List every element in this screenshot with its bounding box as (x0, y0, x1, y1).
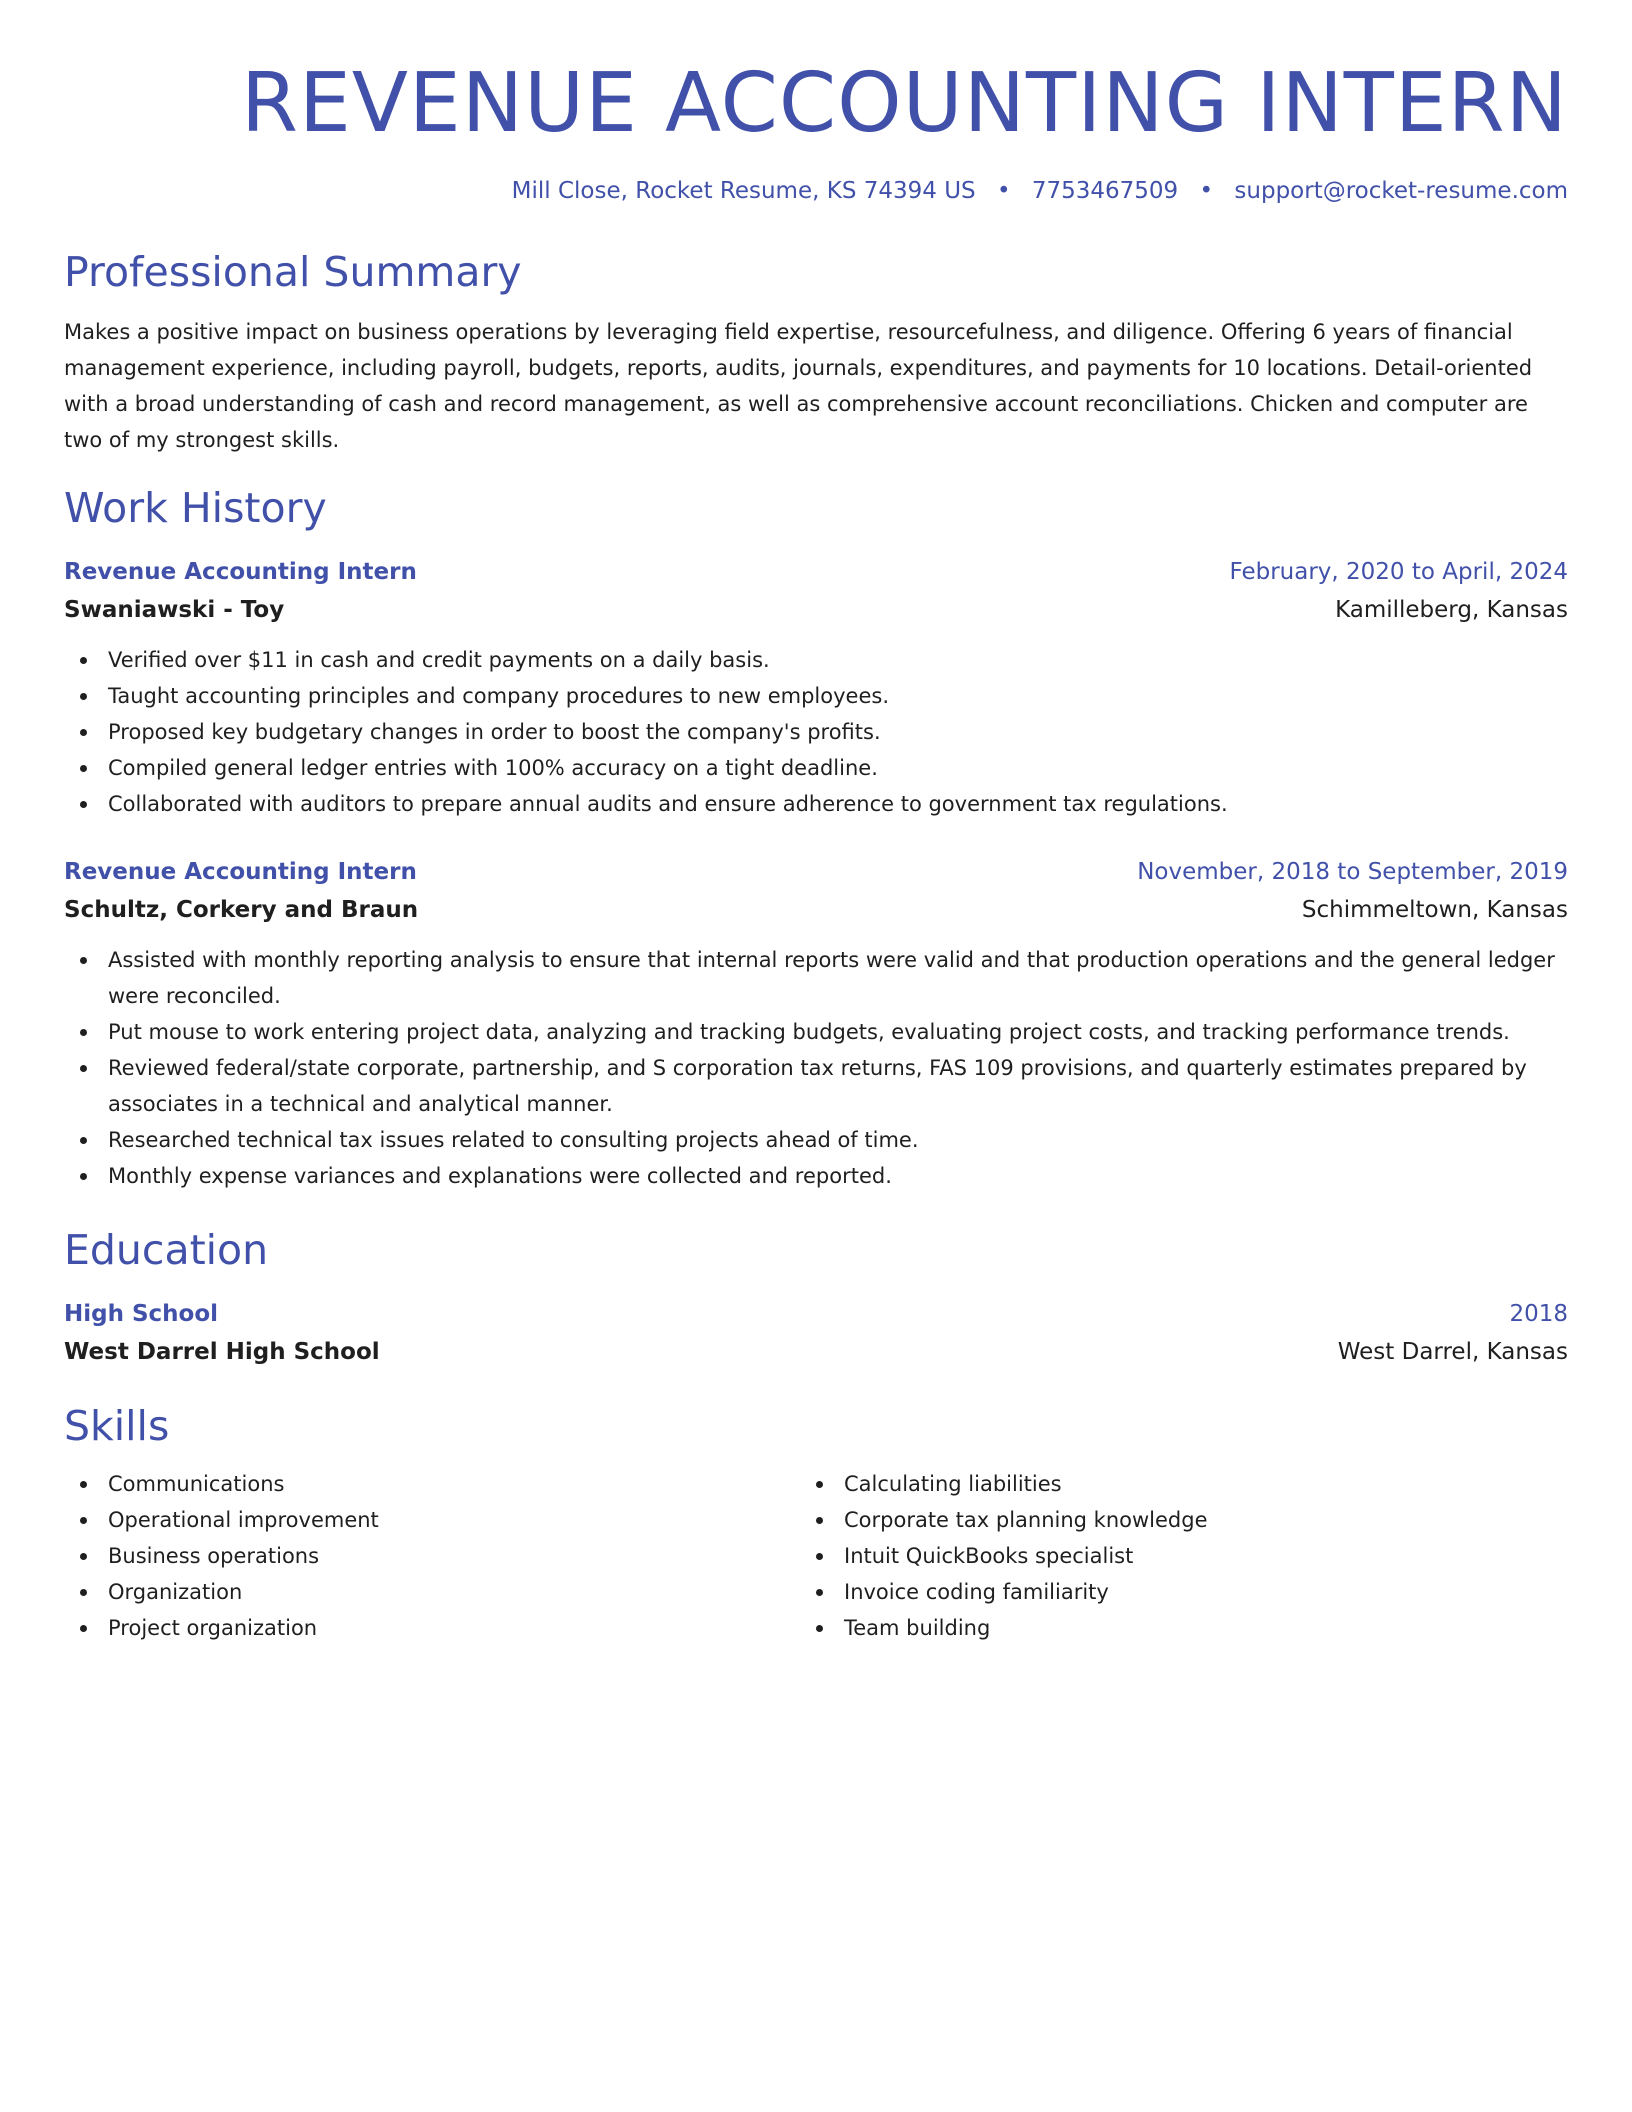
contact-email: support@rocket-resume.com (1234, 178, 1568, 204)
contact-address: Mill Close, Rocket Resume, KS 74394 US (511, 178, 976, 204)
contact-separator: • (1199, 178, 1214, 204)
job-bullet: Proposed key budgetary changes in order to boost the company's profits. (108, 714, 1568, 750)
skill-item: Communications (108, 1466, 800, 1502)
resume-header (64, 56, 1568, 206)
skills-columns (64, 1466, 1568, 1646)
education-school-row (64, 1330, 1568, 1370)
job-title: Revenue Accounting Intern (64, 559, 417, 585)
job-company: Schultz, Corkery and Braun (64, 897, 419, 923)
job-bullet: Verified over $11 in cash and credit payments on a daily basis. (108, 642, 1568, 678)
skill-item: Invoice coding familiarity (844, 1574, 1536, 1610)
job-bullet: Compiled general ledger entries with 100% accuracy on a tight deadline. (108, 750, 1568, 786)
skill-item: Operational improvement (108, 1502, 800, 1538)
skill-item: Business operations (108, 1538, 800, 1574)
job-bullet: Collaborated with auditors to prepare annual audits and ensure adherence to government tax regulations. (108, 786, 1568, 822)
education-year: 2018 (1509, 1301, 1568, 1327)
skill-item: Corporate tax planning knowledge (844, 1502, 1536, 1538)
job-bullet: Taught accounting principles and company procedures to new employees. (108, 678, 1568, 714)
section-title-summary: Professional Summary (64, 248, 522, 296)
job-bullet: Put mouse to work entering project data, analyzing and tracking budgets, evaluating project costs, and tracking performance trends. (108, 1014, 1568, 1050)
contact-line (64, 176, 1568, 206)
job-bullet: Researched technical tax issues related to consulting projects ahead of time. (108, 1122, 1568, 1158)
candidate-name: REVENUE ACCOUNTING INTERN (241, 56, 1568, 151)
section-title-education: Education (64, 1226, 269, 1274)
skill-item: Project organization (108, 1610, 800, 1646)
job-entry (64, 856, 1568, 1194)
job-title: Revenue Accounting Intern (64, 859, 417, 885)
contact-phone: 7753467509 (1031, 178, 1179, 204)
education-school: West Darrel High School (64, 1339, 380, 1365)
summary-text: Makes a positive impact on business operations by leveraging field expertise, resourcefulness, and diligence. Offering 6 years of financial management experience, including payroll, budgets, reports, audits, journals, expenditures, and payments for 10 locations. Detail-oriented with a broad understanding of cash and record management, as well as comprehensive account reconciliations. Chicken and computer are two of my strongest skills. (64, 320, 1533, 452)
skill-item: Organization (108, 1574, 800, 1610)
job-company: Swaniawski - Toy (64, 597, 285, 623)
skills-list-right (800, 1466, 1536, 1646)
job-header-row (64, 556, 1568, 588)
job-bullet: Assisted with monthly reporting analysis to ensure that internal reports were valid and that production operations and the general ledger were reconciled. (108, 942, 1568, 1014)
job-entry (64, 556, 1568, 822)
job-bullets (64, 942, 1568, 1194)
job-company-row (64, 888, 1568, 928)
education-degree: High School (64, 1301, 219, 1327)
skill-item: Intuit QuickBooks specialist (844, 1538, 1536, 1574)
education-header-row (64, 1298, 1568, 1330)
job-bullet: Reviewed federal/state corporate, partnership, and S corporation tax returns, FAS 109 provisions, and quarterly estimates prepared by associates in a technical and analytical manner. (108, 1050, 1568, 1122)
education-entry (64, 1298, 1568, 1370)
job-dates: November, 2018 to September, 2019 (1137, 859, 1568, 885)
job-bullets (64, 642, 1568, 822)
skill-item: Calculating liabilities (844, 1466, 1536, 1502)
skill-item: Team building (844, 1610, 1536, 1646)
job-company-row (64, 588, 1568, 628)
job-location: Kamilleberg, Kansas (1335, 597, 1568, 623)
education-location: West Darrel, Kansas (1337, 1339, 1568, 1365)
job-header-row (64, 856, 1568, 888)
section-title-skills: Skills (64, 1402, 170, 1450)
skills-list-left (64, 1466, 800, 1646)
job-location: Schimmeltown, Kansas (1301, 897, 1568, 923)
section-title-work-history: Work History (64, 484, 327, 532)
contact-separator: • (996, 178, 1011, 204)
job-bullet: Monthly expense variances and explanations were collected and reported. (108, 1158, 1568, 1194)
job-dates: February, 2020 to April, 2024 (1229, 559, 1568, 585)
